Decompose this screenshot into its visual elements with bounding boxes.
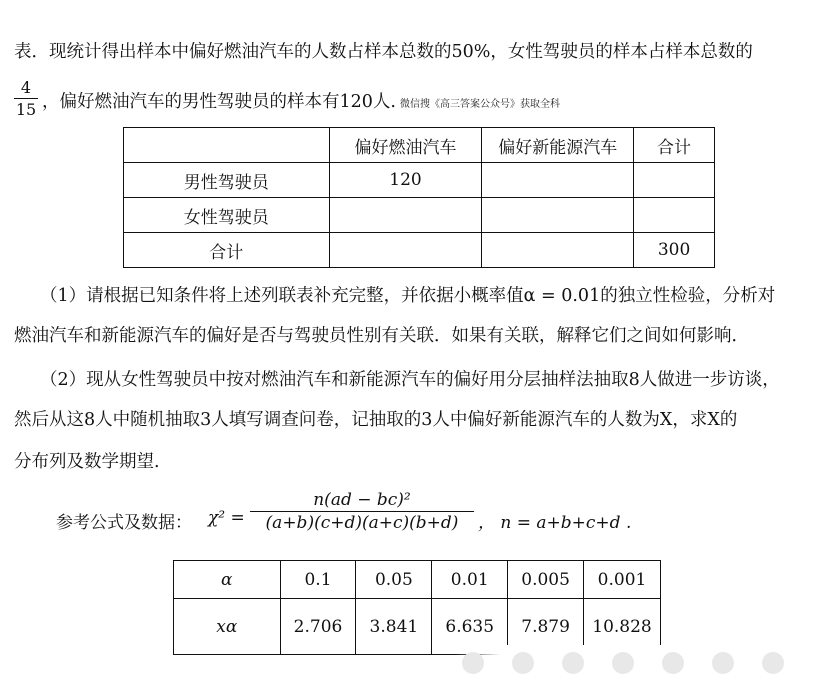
table-cell: 6.635 xyxy=(432,599,508,655)
formula-lhs: χ² = xyxy=(208,508,245,528)
table-cell: 120 xyxy=(329,163,482,198)
intro-fraction xyxy=(14,78,38,119)
fraction-numerator: 4 xyxy=(20,78,32,97)
question-2-line-1: （2）现从女性驾驶员中按对燃油汽车和新能源汽车的偏好用分层抽样法抽取8人做进一步访谈， xyxy=(40,370,780,390)
question-1-line-2: 燃油汽车和新能源汽车的偏好是否与驾驶员性别有关联．如果有关联，解释它们之间如何影响． xyxy=(14,326,749,346)
intro-line-1: 表．现统计得出样本中偏好燃油汽车的人数占样本总数的50%，女性驾驶员的样本占样本总数的 xyxy=(14,42,753,62)
table-cell: 300 xyxy=(634,233,715,268)
table-cell xyxy=(634,198,715,233)
alpha-row-label: α xyxy=(174,561,281,599)
faint-dot xyxy=(512,652,534,674)
table-header-cell: 合计 xyxy=(634,128,715,163)
question-1-line-1: （1）请根据已知条件将上述列联表补充完整，并依据小概率值α = 0.01的独立性检验，分析对 xyxy=(40,286,776,306)
formula-label: 参考公式及数据： xyxy=(56,513,192,533)
table-header-cell: 偏好燃油汽车 xyxy=(329,128,482,163)
question-2-line-3: 分布列及数学期望. xyxy=(14,452,160,472)
table-cell xyxy=(482,163,634,198)
table-cell: 0.01 xyxy=(432,561,508,599)
table-cell xyxy=(482,233,634,268)
table-cell: 0.05 xyxy=(356,561,432,599)
faint-dot xyxy=(762,652,784,674)
table-cell: 0.005 xyxy=(508,561,584,599)
faint-dots-overlay xyxy=(462,652,784,674)
question-2-line-2: 然后从这8人中随机抽取3人填写调查问卷，记抽取的3人中偏好新能源汽车的人数为X，求X的 xyxy=(14,410,738,430)
faint-dot xyxy=(462,652,484,674)
table-row xyxy=(124,198,715,233)
faint-dot xyxy=(662,652,684,674)
table-cell: 3.841 xyxy=(356,599,432,655)
faint-dot xyxy=(612,652,634,674)
table-cell: 合计 xyxy=(124,233,330,268)
formula-fraction xyxy=(250,490,474,533)
table-row xyxy=(124,163,715,198)
table-cell xyxy=(329,233,482,268)
intro-line-2-text: ，偏好燃油汽车的男性驾驶员的样本有120人. xyxy=(42,92,396,112)
formula-numerator: n(ad − bc)² xyxy=(313,490,411,510)
contingency-table xyxy=(123,127,715,268)
table-cell: 0.001 xyxy=(584,561,661,599)
intro-line-2 xyxy=(42,88,560,113)
table-cell xyxy=(634,163,715,198)
table-cell: 10.828 xyxy=(584,599,661,655)
formula-denominator: (a+b)(c+d)(a+c)(b+d) xyxy=(265,513,459,533)
table-row xyxy=(174,561,661,599)
table-header-row xyxy=(124,128,715,163)
faint-dot xyxy=(712,652,734,674)
table-cell xyxy=(482,198,634,233)
x-alpha-row-label: xα xyxy=(174,599,281,655)
table-cell: 2.706 xyxy=(280,599,356,655)
critical-value-table xyxy=(173,560,661,655)
watermark-text: 微信搜《高三答案公众号》获取全科 xyxy=(399,99,560,110)
fraction-bar xyxy=(14,98,38,99)
fraction-denominator: 15 xyxy=(15,100,37,119)
table-header-cell: 偏好新能源汽车 xyxy=(482,128,634,163)
table-cell xyxy=(329,198,482,233)
table-cell: 0.1 xyxy=(280,561,356,599)
table-cell: 7.879 xyxy=(508,599,584,655)
table-cell: 男性驾驶员 xyxy=(124,163,330,198)
table-header-cell xyxy=(124,128,330,163)
formula-tail: ， n = a+b+c+d . xyxy=(478,513,632,533)
table-cell: 女性驾驶员 xyxy=(124,198,330,233)
faint-dot xyxy=(562,652,584,674)
table-row xyxy=(124,233,715,268)
formula-bar xyxy=(250,511,474,512)
